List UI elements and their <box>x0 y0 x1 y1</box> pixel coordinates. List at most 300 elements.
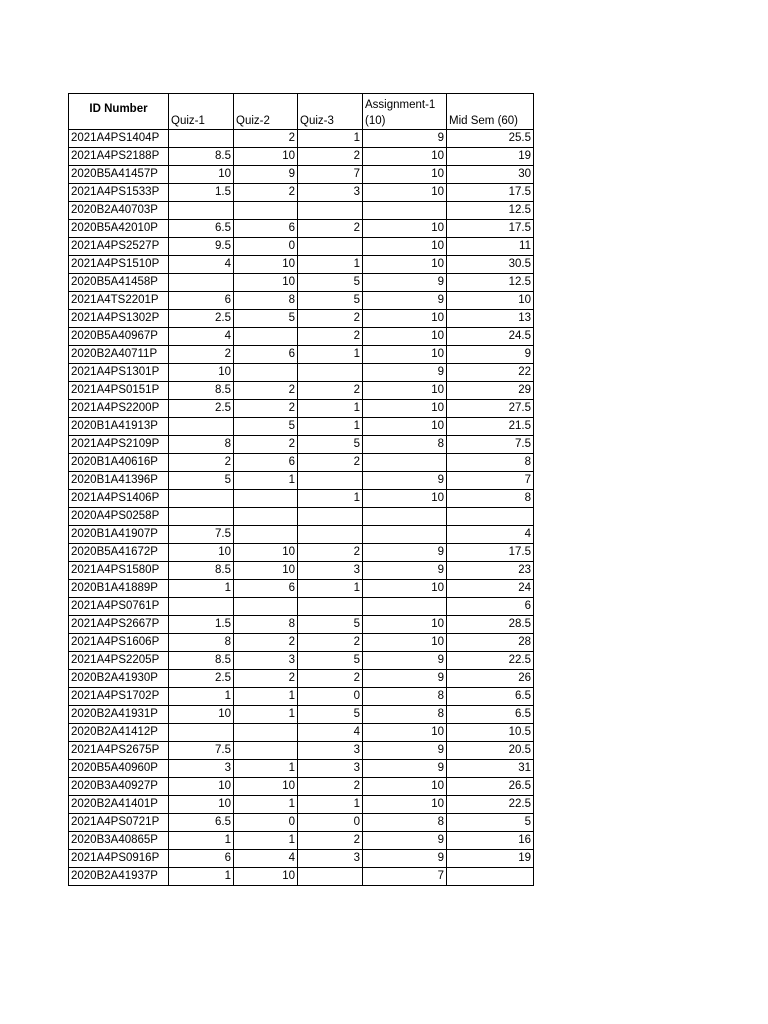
table-row <box>69 256 534 274</box>
table-row <box>69 724 534 742</box>
assignment-1-cell: 9 <box>363 472 447 490</box>
quiz-2-cell: 2 <box>234 184 298 202</box>
quiz-3-cell: 1 <box>298 796 363 814</box>
quiz-2-cell: 0 <box>234 238 298 256</box>
mid-sem-cell: 7.5 <box>447 436 534 454</box>
quiz-2-cell: 10 <box>234 274 298 292</box>
quiz-3-cell <box>298 202 363 220</box>
quiz-1-cell: 6 <box>169 292 234 310</box>
id-number-cell: 2020B1A41907P <box>69 526 169 544</box>
table-row <box>69 688 534 706</box>
quiz-3-cell: 1 <box>298 256 363 274</box>
quiz-3-cell <box>298 472 363 490</box>
header-assignment-1: Assignment-1 (10) <box>363 94 447 130</box>
quiz-2-cell: 10 <box>234 868 298 886</box>
quiz-2-cell: 5 <box>234 310 298 328</box>
mid-sem-cell: 19 <box>447 148 534 166</box>
assignment-1-cell: 10 <box>363 580 447 598</box>
table-row <box>69 310 534 328</box>
quiz-1-cell: 1.5 <box>169 616 234 634</box>
id-number-cell: 2020B1A41889P <box>69 580 169 598</box>
quiz-2-cell: 2 <box>234 634 298 652</box>
quiz-2-cell: 2 <box>234 130 298 148</box>
assignment-1-cell: 10 <box>363 148 447 166</box>
quiz-2-cell <box>234 598 298 616</box>
assignment-1-cell: 9 <box>363 364 447 382</box>
id-number-cell: 2020B3A40927P <box>69 778 169 796</box>
assignment-1-cell: 10 <box>363 346 447 364</box>
table-row <box>69 220 534 238</box>
id-number-cell: 2020B5A42010P <box>69 220 169 238</box>
quiz-2-cell: 6 <box>234 220 298 238</box>
id-number-cell: 2020B1A41396P <box>69 472 169 490</box>
assignment-1-cell: 10 <box>363 634 447 652</box>
quiz-1-cell: 6.5 <box>169 814 234 832</box>
mid-sem-cell: 21.5 <box>447 418 534 436</box>
assignment-1-cell: 9 <box>363 670 447 688</box>
quiz-3-cell: 2 <box>298 832 363 850</box>
mid-sem-cell: 16 <box>447 832 534 850</box>
id-number-cell: 2021A4TS2201P <box>69 292 169 310</box>
assignment-1-cell: 10 <box>363 220 447 238</box>
assignment-1-cell: 9 <box>363 832 447 850</box>
assignment-1-cell: 8 <box>363 436 447 454</box>
table-row <box>69 328 534 346</box>
table-row <box>69 292 534 310</box>
assignment-1-cell: 7 <box>363 868 447 886</box>
mid-sem-cell: 22 <box>447 364 534 382</box>
assignment-1-cell: 10 <box>363 382 447 400</box>
quiz-1-cell: 10 <box>169 364 234 382</box>
id-number-cell: 2021A4PS2205P <box>69 652 169 670</box>
mid-sem-cell: 11 <box>447 238 534 256</box>
quiz-3-cell: 2 <box>298 454 363 472</box>
quiz-3-cell: 2 <box>298 148 363 166</box>
quiz-1-cell: 4 <box>169 328 234 346</box>
id-number-cell: 2020B5A41672P <box>69 544 169 562</box>
assignment-1-cell: 10 <box>363 490 447 508</box>
id-number-cell: 2021A4PS1404P <box>69 130 169 148</box>
id-number-cell: 2021A4PS1301P <box>69 364 169 382</box>
table-row <box>69 868 534 886</box>
assignment-1-cell <box>363 508 447 526</box>
quiz-1-cell <box>169 274 234 292</box>
quiz-1-cell: 9.5 <box>169 238 234 256</box>
quiz-2-cell: 10 <box>234 256 298 274</box>
quiz-3-cell: 2 <box>298 310 363 328</box>
quiz-2-cell <box>234 724 298 742</box>
assignment-1-cell: 8 <box>363 688 447 706</box>
mid-sem-cell: 25.5 <box>447 130 534 148</box>
assignment-1-cell: 10 <box>363 310 447 328</box>
mid-sem-cell: 10 <box>447 292 534 310</box>
quiz-3-cell: 5 <box>298 436 363 454</box>
quiz-1-cell <box>169 418 234 436</box>
quiz-1-cell: 1 <box>169 832 234 850</box>
quiz-1-cell: 8.5 <box>169 382 234 400</box>
id-number-cell: 2020B2A41930P <box>69 670 169 688</box>
quiz-3-cell: 1 <box>298 346 363 364</box>
quiz-2-cell <box>234 202 298 220</box>
mid-sem-cell <box>447 868 534 886</box>
quiz-3-cell: 1 <box>298 418 363 436</box>
id-number-cell: 2021A4PS0151P <box>69 382 169 400</box>
assignment-1-cell: 10 <box>363 616 447 634</box>
quiz-1-cell: 10 <box>169 706 234 724</box>
table-row <box>69 850 534 868</box>
quiz-2-cell: 5 <box>234 418 298 436</box>
quiz-3-cell: 5 <box>298 292 363 310</box>
table-row <box>69 742 534 760</box>
id-number-cell: 2020A4PS0258P <box>69 508 169 526</box>
assignment-1-cell: 10 <box>363 238 447 256</box>
assignment-1-cell: 10 <box>363 166 447 184</box>
id-number-cell: 2020B5A40960P <box>69 760 169 778</box>
id-number-cell: 2021A4PS0916P <box>69 850 169 868</box>
table-row <box>69 598 534 616</box>
id-number-cell: 2020B2A41412P <box>69 724 169 742</box>
quiz-2-cell: 6 <box>234 346 298 364</box>
quiz-2-cell: 10 <box>234 562 298 580</box>
table-row <box>69 778 534 796</box>
assignment-1-cell: 8 <box>363 814 447 832</box>
mid-sem-cell: 26 <box>447 670 534 688</box>
quiz-1-cell: 10 <box>169 778 234 796</box>
table-row <box>69 454 534 472</box>
id-number-cell: 2020B3A40865P <box>69 832 169 850</box>
quiz-2-cell: 4 <box>234 850 298 868</box>
table-row <box>69 544 534 562</box>
mid-sem-cell: 19 <box>447 850 534 868</box>
mid-sem-cell: 30 <box>447 166 534 184</box>
assignment-1-cell <box>363 526 447 544</box>
id-number-cell: 2020B2A41401P <box>69 796 169 814</box>
quiz-3-cell <box>298 598 363 616</box>
mid-sem-cell: 17.5 <box>447 544 534 562</box>
header-row <box>69 94 534 130</box>
assignment-1-cell <box>363 598 447 616</box>
quiz-3-cell: 3 <box>298 562 363 580</box>
table-row <box>69 490 534 508</box>
table-row <box>69 652 534 670</box>
assignment-1-cell: 10 <box>363 724 447 742</box>
quiz-2-cell: 1 <box>234 832 298 850</box>
quiz-1-cell: 1 <box>169 688 234 706</box>
quiz-2-cell: 2 <box>234 436 298 454</box>
mid-sem-cell: 29 <box>447 382 534 400</box>
quiz-1-cell: 8 <box>169 436 234 454</box>
assignment-1-cell: 9 <box>363 742 447 760</box>
header-quiz-2: Quiz-2 <box>234 94 298 130</box>
assignment-1-cell: 10 <box>363 256 447 274</box>
table-row <box>69 670 534 688</box>
table-row <box>69 472 534 490</box>
quiz-3-cell: 1 <box>298 580 363 598</box>
mid-sem-cell: 8 <box>447 454 534 472</box>
quiz-2-cell: 1 <box>234 760 298 778</box>
table-row <box>69 274 534 292</box>
quiz-2-cell: 1 <box>234 688 298 706</box>
quiz-1-cell: 2.5 <box>169 400 234 418</box>
quiz-1-cell: 2 <box>169 346 234 364</box>
quiz-3-cell: 1 <box>298 490 363 508</box>
quiz-1-cell: 10 <box>169 544 234 562</box>
quiz-2-cell: 10 <box>234 148 298 166</box>
id-number-cell: 2021A4PS1302P <box>69 310 169 328</box>
table-row <box>69 436 534 454</box>
id-number-cell: 2021A4PS2200P <box>69 400 169 418</box>
quiz-3-cell: 4 <box>298 724 363 742</box>
mid-sem-cell: 26.5 <box>447 778 534 796</box>
id-number-cell: 2020B5A41458P <box>69 274 169 292</box>
assignment-1-cell: 9 <box>363 850 447 868</box>
id-number-cell: 2021A4PS2109P <box>69 436 169 454</box>
assignment-1-cell: 10 <box>363 184 447 202</box>
quiz-1-cell: 6.5 <box>169 220 234 238</box>
assignment-1-cell: 9 <box>363 544 447 562</box>
quiz-3-cell: 0 <box>298 814 363 832</box>
quiz-1-cell: 2.5 <box>169 310 234 328</box>
id-number-cell: 2020B2A40711P <box>69 346 169 364</box>
quiz-1-cell <box>169 508 234 526</box>
quiz-3-cell: 1 <box>298 400 363 418</box>
assignment-1-cell: 9 <box>363 760 447 778</box>
quiz-1-cell: 8.5 <box>169 148 234 166</box>
table-row <box>69 562 534 580</box>
quiz-2-cell <box>234 328 298 346</box>
quiz-1-cell: 10 <box>169 796 234 814</box>
quiz-2-cell: 8 <box>234 616 298 634</box>
assignment-1-cell <box>363 202 447 220</box>
quiz-2-cell: 1 <box>234 796 298 814</box>
quiz-1-cell: 7.5 <box>169 742 234 760</box>
quiz-2-cell: 2 <box>234 670 298 688</box>
mid-sem-cell: 23 <box>447 562 534 580</box>
grades-table <box>68 93 534 886</box>
table-row <box>69 364 534 382</box>
quiz-3-cell: 5 <box>298 616 363 634</box>
mid-sem-cell: 12.5 <box>447 274 534 292</box>
quiz-3-cell: 5 <box>298 274 363 292</box>
mid-sem-cell: 31 <box>447 760 534 778</box>
mid-sem-cell: 17.5 <box>447 184 534 202</box>
quiz-2-cell: 6 <box>234 580 298 598</box>
quiz-2-cell: 6 <box>234 454 298 472</box>
mid-sem-cell: 6 <box>447 598 534 616</box>
assignment-1-cell: 9 <box>363 130 447 148</box>
header-quiz-3: Quiz-3 <box>298 94 363 130</box>
quiz-3-cell <box>298 868 363 886</box>
mid-sem-cell: 22.5 <box>447 796 534 814</box>
mid-sem-cell: 5 <box>447 814 534 832</box>
quiz-1-cell: 2.5 <box>169 670 234 688</box>
quiz-2-cell <box>234 490 298 508</box>
quiz-1-cell: 1 <box>169 580 234 598</box>
id-number-cell: 2021A4PS1702P <box>69 688 169 706</box>
quiz-1-cell: 4 <box>169 256 234 274</box>
mid-sem-cell: 12.5 <box>447 202 534 220</box>
table-row <box>69 706 534 724</box>
id-number-cell: 2020B2A40703P <box>69 202 169 220</box>
quiz-2-cell: 8 <box>234 292 298 310</box>
quiz-1-cell <box>169 202 234 220</box>
table-row <box>69 238 534 256</box>
mid-sem-cell: 27.5 <box>447 400 534 418</box>
mid-sem-cell: 30.5 <box>447 256 534 274</box>
quiz-3-cell: 2 <box>298 382 363 400</box>
id-number-cell: 2020B2A41931P <box>69 706 169 724</box>
id-number-cell: 2021A4PS1510P <box>69 256 169 274</box>
assignment-1-cell: 8 <box>363 706 447 724</box>
mid-sem-cell: 8 <box>447 490 534 508</box>
mid-sem-cell: 22.5 <box>447 652 534 670</box>
quiz-1-cell <box>169 724 234 742</box>
id-number-cell: 2021A4PS2188P <box>69 148 169 166</box>
quiz-1-cell <box>169 598 234 616</box>
assignment-1-cell: 10 <box>363 796 447 814</box>
id-number-cell: 2020B5A40967P <box>69 328 169 346</box>
quiz-3-cell <box>298 364 363 382</box>
quiz-1-cell: 1 <box>169 868 234 886</box>
assignment-1-cell <box>363 454 447 472</box>
quiz-3-cell: 5 <box>298 706 363 724</box>
quiz-3-cell: 2 <box>298 220 363 238</box>
quiz-3-cell <box>298 526 363 544</box>
quiz-3-cell: 3 <box>298 184 363 202</box>
table-row <box>69 634 534 652</box>
table-row <box>69 832 534 850</box>
id-number-cell: 2021A4PS2675P <box>69 742 169 760</box>
quiz-3-cell: 2 <box>298 634 363 652</box>
table-row <box>69 202 534 220</box>
id-number-cell: 2021A4PS1580P <box>69 562 169 580</box>
id-number-cell: 2020B1A41913P <box>69 418 169 436</box>
table-row <box>69 184 534 202</box>
table-row <box>69 166 534 184</box>
quiz-2-cell <box>234 364 298 382</box>
table-row <box>69 760 534 778</box>
mid-sem-cell: 10.5 <box>447 724 534 742</box>
quiz-3-cell: 2 <box>298 670 363 688</box>
assignment-1-cell: 10 <box>363 400 447 418</box>
quiz-2-cell: 1 <box>234 472 298 490</box>
id-number-cell: 2021A4PS1406P <box>69 490 169 508</box>
quiz-1-cell: 5 <box>169 472 234 490</box>
quiz-2-cell: 2 <box>234 400 298 418</box>
quiz-3-cell: 2 <box>298 778 363 796</box>
quiz-2-cell: 1 <box>234 706 298 724</box>
quiz-1-cell <box>169 490 234 508</box>
quiz-3-cell: 3 <box>298 760 363 778</box>
quiz-2-cell: 3 <box>234 652 298 670</box>
quiz-2-cell: 0 <box>234 814 298 832</box>
quiz-3-cell: 1 <box>298 130 363 148</box>
table-row <box>69 814 534 832</box>
mid-sem-cell: 20.5 <box>447 742 534 760</box>
id-number-cell: 2021A4PS2667P <box>69 616 169 634</box>
quiz-3-cell: 2 <box>298 328 363 346</box>
mid-sem-cell: 9 <box>447 346 534 364</box>
table-row <box>69 580 534 598</box>
mid-sem-cell: 4 <box>447 526 534 544</box>
quiz-3-cell <box>298 238 363 256</box>
quiz-1-cell: 8 <box>169 634 234 652</box>
id-number-cell: 2021A4PS1606P <box>69 634 169 652</box>
assignment-1-cell: 9 <box>363 292 447 310</box>
id-number-cell: 2021A4PS0761P <box>69 598 169 616</box>
quiz-2-cell <box>234 508 298 526</box>
mid-sem-cell: 17.5 <box>447 220 534 238</box>
mid-sem-cell <box>447 508 534 526</box>
assignment-1-cell: 9 <box>363 562 447 580</box>
quiz-3-cell: 7 <box>298 166 363 184</box>
quiz-1-cell: 8.5 <box>169 652 234 670</box>
mid-sem-cell: 24.5 <box>447 328 534 346</box>
header-id-number: ID Number <box>69 94 169 130</box>
quiz-1-cell: 1.5 <box>169 184 234 202</box>
quiz-2-cell <box>234 526 298 544</box>
mid-sem-cell: 13 <box>447 310 534 328</box>
id-number-cell: 2021A4PS2527P <box>69 238 169 256</box>
id-number-cell: 2020B1A40616P <box>69 454 169 472</box>
table-row <box>69 130 534 148</box>
quiz-3-cell: 3 <box>298 850 363 868</box>
mid-sem-cell: 28 <box>447 634 534 652</box>
quiz-1-cell: 8.5 <box>169 562 234 580</box>
quiz-1-cell: 7.5 <box>169 526 234 544</box>
quiz-1-cell <box>169 130 234 148</box>
id-number-cell: 2020B2A41937P <box>69 868 169 886</box>
assignment-1-cell: 10 <box>363 418 447 436</box>
quiz-2-cell: 9 <box>234 166 298 184</box>
mid-sem-cell: 24 <box>447 580 534 598</box>
header-mid-sem: Mid Sem (60) <box>447 94 534 130</box>
quiz-3-cell: 3 <box>298 742 363 760</box>
quiz-1-cell: 6 <box>169 850 234 868</box>
table-row <box>69 508 534 526</box>
quiz-3-cell: 5 <box>298 652 363 670</box>
table-row <box>69 616 534 634</box>
assignment-1-cell: 9 <box>363 652 447 670</box>
table-body <box>69 130 534 886</box>
mid-sem-cell: 28.5 <box>447 616 534 634</box>
quiz-2-cell: 10 <box>234 544 298 562</box>
quiz-2-cell <box>234 742 298 760</box>
table-row <box>69 418 534 436</box>
table-row <box>69 382 534 400</box>
table-row <box>69 796 534 814</box>
id-number-cell: 2021A4PS0721P <box>69 814 169 832</box>
quiz-1-cell: 10 <box>169 166 234 184</box>
quiz-1-cell: 2 <box>169 454 234 472</box>
quiz-3-cell <box>298 508 363 526</box>
quiz-2-cell: 2 <box>234 382 298 400</box>
header-quiz-1: Quiz-1 <box>169 94 234 130</box>
mid-sem-cell: 7 <box>447 472 534 490</box>
quiz-3-cell: 2 <box>298 544 363 562</box>
id-number-cell: 2021A4PS1533P <box>69 184 169 202</box>
table-row <box>69 346 534 364</box>
table-row <box>69 526 534 544</box>
mid-sem-cell: 6.5 <box>447 688 534 706</box>
assignment-1-cell: 10 <box>363 778 447 796</box>
id-number-cell: 2020B5A41457P <box>69 166 169 184</box>
quiz-2-cell: 10 <box>234 778 298 796</box>
quiz-1-cell: 3 <box>169 760 234 778</box>
table-row <box>69 148 534 166</box>
mid-sem-cell: 6.5 <box>447 706 534 724</box>
quiz-3-cell: 0 <box>298 688 363 706</box>
